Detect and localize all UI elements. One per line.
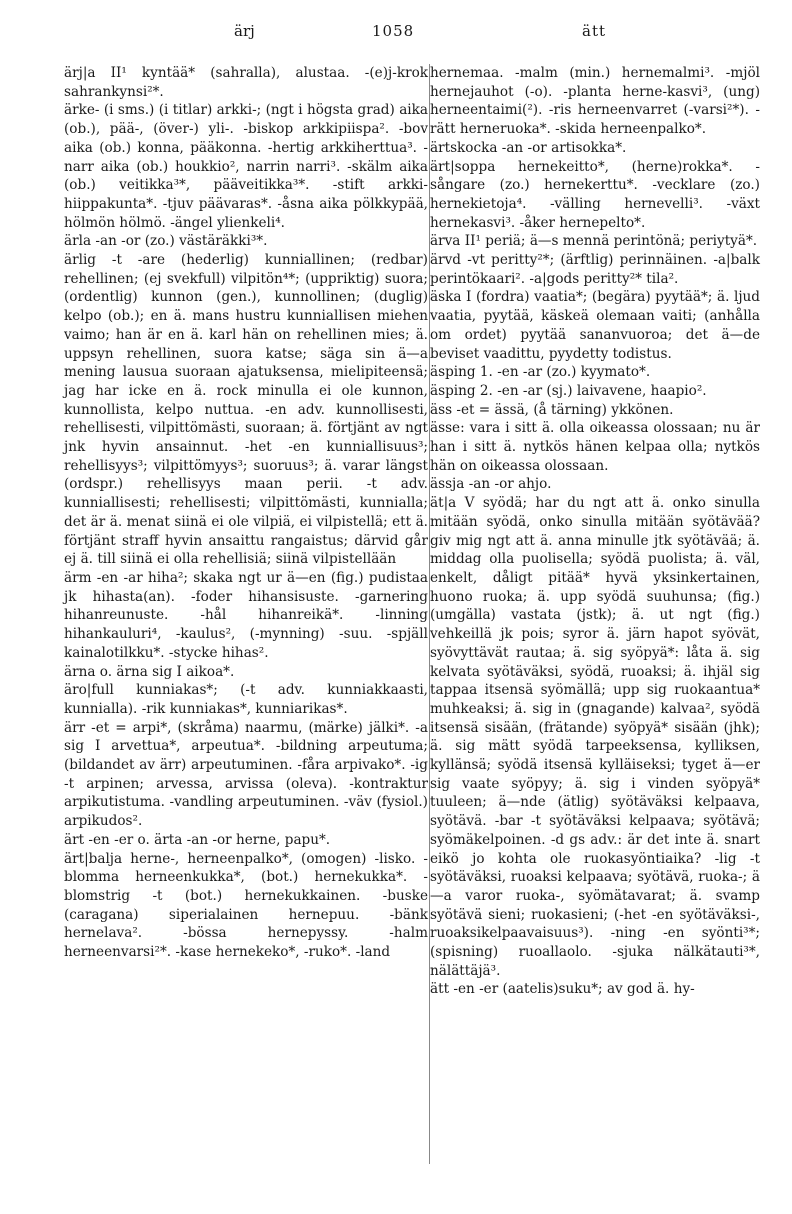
header-left-guideword: ärj xyxy=(234,22,255,40)
dictionary-entry: äska I (fordra) vaatia*; (begära) pyytää*; ä. ljud vaatia, pyytää, käskeä olemaan vaiti; (anhålla om ordet) pyytää sananvuoroa; det ä—de beviset vaadittu, pyydetty todistus. xyxy=(430,289,760,362)
dictionary-entry: ärtskocka -an -or artisokka*. xyxy=(430,139,627,156)
dictionary-entry: äsping 2. -en -ar (sj.) laivavene, haapio². xyxy=(430,382,707,399)
dictionary-entry: ärlig -t -are (hederlig) kunniallinen; (redbar) rehellinen; (ej svekfull) vilpitön⁴*; (uppriktig) suora; (ordentlig) kunnon (gen.), kunnollinen; (duglig) kelpo (ob.); en ä. mans hustru kunniallisen miehen vaimo; han är en ä. karl hän on rehellinen mies; ä. uppsyn rehellinen, suora katse; säga sin ä—a mening lausua suoraan ajatuksensa, mielipiteensä; jag har icke en ä. rock minulla ei ole kunnon, kunnollista, kelpo nuttua. -en adv. kunnollisesti, rehellisesti, vilpittömästi, suoraan; ä. förtjänt av ngt jnk hyvin ansainnut. -het -en kunniallisuus³; rehellisyys³; vilpittömyys³; suoruus³; ä. varar längst (ordspr.) rehellisyys maan perii. -t adv. kunniallisesti; rehellisesti; vilpittömästi, kunnialla; det är ä. menat siinä ei ole vilpiä, ei vilpistellä; ett ä. förtjänt straff hyvin ansaittu rangaistus; därvid går ej ä. till siinä ei olla rehellisiä; siinä vilpistellään xyxy=(64,252,428,568)
dictionary-entry: ärva II¹ periä; ä—s mennä perintönä; periytyä*. xyxy=(430,233,758,250)
dictionary-entry: äsping 1. -en -ar (zo.) kyymato*. xyxy=(430,364,651,381)
dictionary-entry: ärt -en -er o. ärta -an -or herne, papu*. xyxy=(64,831,331,848)
dictionary-entry: ärke- (i sms.) (i titlar) arkki-; (ngt i högsta grad) aika (ob.), pää-, (över-) yli-. -biskop arkkipiispa². -bov aika (ob.) konna, pääkonna. -hertig arkkiherttua³. -narr aika (ob.) houkkio², narrin narri³. -skälm aika (ob.) veitikka³*, pääveitikka³*. -stift arkki-hiippakunta*. -tjuv päävaras*. -åsna aika pölkkypää, hölmön hölmö. -ängel ylienkeli⁴. xyxy=(64,102,428,231)
dictionary-entry: ätt -en -er (aatelis)suku*; av god ä. hy- xyxy=(430,981,695,998)
page-header xyxy=(0,18,792,48)
dictionary-entry: ärvd -vt peritty²*; (ärftlig) perinnäinen. -a|balk perintökaari². -a|gods peritty²* tila². xyxy=(430,252,760,287)
dictionary-entry: ärt|soppa hernekeitto*, (herne)rokka*. -sångare (zo.) hernekerttu*. -vecklare (zo.) hernekietoja⁴. -välling hernevelli³. -växt hernekasvi³. -åker hernepelto*. xyxy=(430,158,760,231)
dictionary-entry: ärt|balja herne-, herneenpalko*, (omogen) -lisko. -blomma herneenkukka*, (bot.) hernekukka*. -blomstrig -t (bot.) hernekukkainen. -buske (caragana) siperialainen hernepuu. -bänk hernelava². -bössa hernepyssy. -halm herneenvarsi²*. -kase hernekeko*, -ruko*. -land xyxy=(64,850,428,961)
dictionary-entry: äss -et = ässä, (å tärning) ykkönen. xyxy=(430,401,674,418)
dictionary-entry: äro|full kunniakas*; (-t adv. kunniakkaasti, kunnialla). -rik kunniakas*, kunniarikas*. xyxy=(64,682,428,717)
dictionary-entry: hernemaa. -malm (min.) hernemalmi³. -mjöl hernejauhot (-o). -planta herne-kasvi³, (ung) herneentaimi(²). -ris herneenvarret (-varsi²*). -rätt herneruoka*. -skida herneenpalko*. xyxy=(430,65,760,138)
dictionary-entry: ärm -en -ar hiha²; skaka ngt ur ä—en (fig.) pudistaa jk hihasta(an). -foder hihansisuste. -garnering hihanreunuste. -hål hihanreikä*. -linning hihankauluri⁴, -kaulus², (-mynning) -suu. -spjäll kainalotilkku*. -stycke hihas². xyxy=(64,569,428,661)
dictionary-entry: ässja -an -or ahjo. xyxy=(430,476,552,493)
dictionary-entry: ärla -an -or (zo.) västäräkki³*. xyxy=(64,233,268,250)
dictionary-entry: ässe: vara i sitt ä. olla oikeassa olossaan; nu är han i sitt ä. nytkös hänen kelpaa olla; nytkös hän on oikeassa olossaan. xyxy=(430,420,760,474)
page-number: 1058 xyxy=(372,22,415,40)
right-column xyxy=(430,64,760,999)
dictionary-entry: ät|a V syödä; har du ngt att ä. onko sinulla mitään syödä, onko sinulla mitään syötävää? giv mig ngt att ä. anna minulle jtk syötävää; ä. middag olla puolisella; syödä puolista; ä. väl, enkelt, dåligt pitää* hyvä yksinkertainen, huono ruoka; ä. upp syödä suuhunsa; (fig.) (umgälla) vastata (jstk); ä. ut ngt (fig.) vehkeillä jk pois; syror ä. järn hapot syövät, syövyttävät rautaa; ä. sig syöpyä*: låta ä. sig kelvata syötäväksi, syödä, ruoaksi; ä. ihjäl sig tappaa itsensä syömällä; upp sig ruokaantua* muhkeaksi; ä. sig in (gnagande) kalvaa², syödä itsensä sisään, (frätande) syöpyä* sisään (jhk); ä. sig mätt syödä tarpeeksensa, kylliksen, kyllänsä; syödä itsensä kylläiseksi; tyget ä—er sig vaate syöpyy; ä. sig i vinden syöpyä* tuuleen; ä—nde (ätlig) syötäväksi kelpaava, syötävä. -bar -t syötäväksi kelpaava; syötävä; syömäkelpoinen. -d gs adv.: är det inte ä. snart eikö jo kohta ole ruokasyöntiaika? -lig -t syötäväksi, ruoaksi kelpaava; syötävä, ruoka-; ä—a varor ruoka-, syömätavarat; ä. svamp syötävä sieni; ruokasieni; (-het -en syötäväksi-, ruoaksikelpaavaisuus³). -ning -en syönti³*; (spisning) ruoallaolo. -sjuka nälkätauti³*, nälättäjä³. xyxy=(430,495,760,979)
dictionary-entry: ärna o. ärna sig I aikoa*. xyxy=(64,663,235,680)
left-column xyxy=(64,64,428,962)
dictionary-entry: ärj|a II¹ kyntää* (sahralla), alustaa. -(e)j-krok sahrankynsi²*. xyxy=(64,65,428,100)
dictionary-entry: ärr -et = arpi*, (skråma) naarmu, (märke) jälki*. -a sig I arvettua*, arpeutua*. -bildning arpeutuma; (bildandet av ärr) arpeutuminen. -fåra arpivako*. -ig -t arpinen; arvessa, arvissa (oleva). -kontraktur arpikutistuma. -vandling arpeutuminen. -väv (fysiol.) arpikudos². xyxy=(64,719,428,830)
header-right-guideword: ätt xyxy=(582,22,606,40)
